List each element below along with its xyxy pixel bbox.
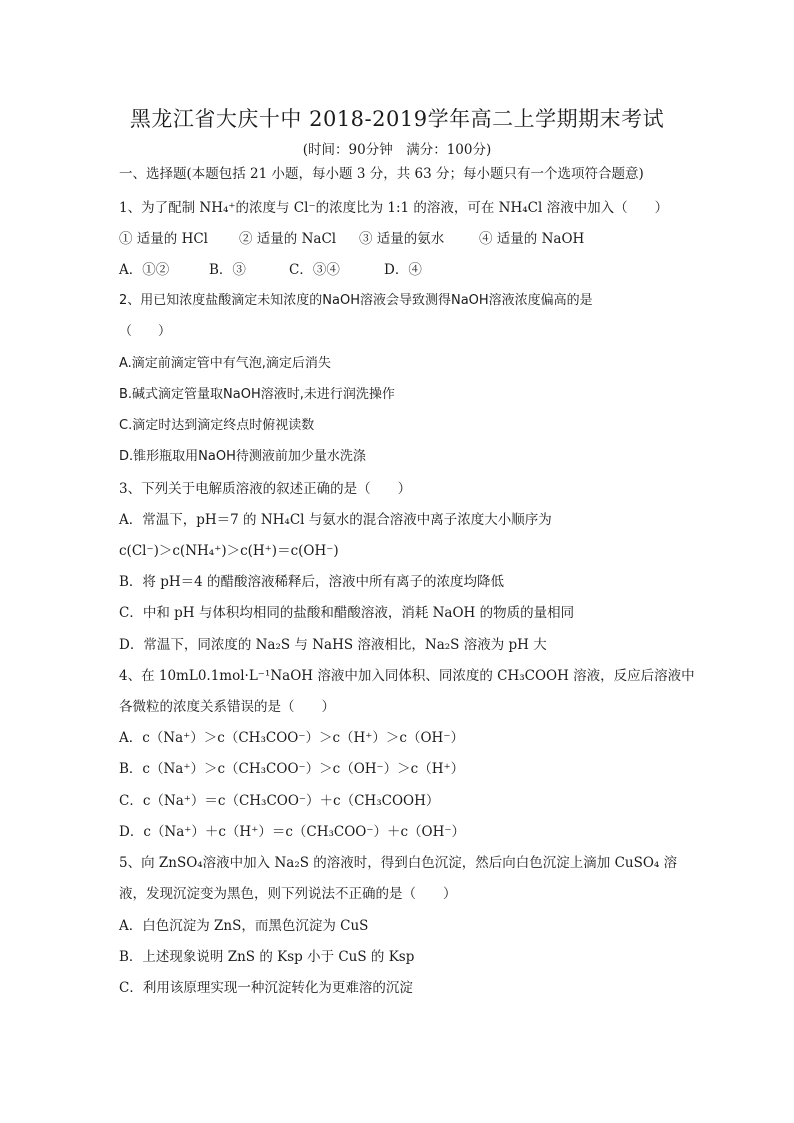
q2-option-a: A.滴定前滴定管中有气泡,滴定后消失 [119,356,331,371]
q1-choice-4: ④ 适量的 NaOH [479,231,585,247]
section-heading: 一、选择题(本题包括 21 小题，每小题 3 分，共 63 分；每小题只有一个选项符合题意) [119,166,644,182]
q3-option-b: B．将 pH＝4 的醋酸溶液稀释后，溶液中所有离子的浓度均降低 [119,574,505,590]
q2-stem: 2、用已知浓度盐酸滴定未知浓度的NaOH溶液会导致测得NaOH溶液浓度偏高的是 [119,293,593,308]
exam-title: 黑龙江省大庆十中 2018-2019学年高二上学期期末考试 [129,107,665,131]
exam-subtitle: (时间：90分钟 满分：100分) [302,142,492,158]
q2-option-d: D.锥形瓶取用NaOH待测液前加少量水洗涤 [119,449,366,464]
q1-stem: 1、为了配制 NH₄⁺的浓度与 Cl⁻的浓度比为 1:1 的溶液，可在 NH₄Cl 溶液中加入（ ） [119,200,669,216]
q1-option-b: B．③ [209,262,246,278]
q3-option-a-cont: c(Cl⁻)＞c(NH₄⁺)＞c(H⁺)＝c(OH⁻) [119,543,339,559]
q3-option-a: A．常温下，pH＝7 的 NH₄Cl 与氨水的混合溶液中离子浓度大小顺序为 [119,512,552,528]
q3-option-d: D．常温下，同浓度的 Na₂S 与 NaHS 溶液相比，Na₂S 溶液为 pH 大 [119,637,547,653]
q5-stem: 5、向 ZnSO₄溶液中加入 Na₂S 的溶液时，得到白色沉淀，然后向白色沉淀上滴加 CuSO₄ 溶 [119,855,678,871]
q4-option-d: D．c（Na⁺）＋c（H⁺）＝c（CH₃COO⁻）＋c（OH⁻） [119,824,466,840]
q5-option-b: B．上述现象说明 ZnS 的 Ksp 小于 CuS 的 Ksp [119,949,415,965]
q5-option-c: C．利用该原理实现一种沉淀转化为更难溶的沉淀 [119,980,413,996]
q3-option-c: C．中和 pH 与体积均相同的盐酸和醋酸溶液，消耗 NaOH 的物质的量相同 [119,605,575,621]
q5-stem-cont: 液，发现沉淀变为黑色，则下列说法不正确的是（ ） [119,886,457,902]
q4-option-a: A．c（Na⁺）＞c（CH₃COO⁻）＞c（H⁺）＞c（OH⁻） [119,730,464,746]
q1-option-c: C．③④ [289,262,340,278]
q4-stem-cont: 各微粒的浓度关系错误的是（ ） [119,699,335,715]
q1-choice-3: ③ 适量的氨水 [359,231,445,247]
q2-option-c: C.滴定时达到滴定终点时俯视读数 [119,418,315,433]
q1-option-a: A．①② [119,262,170,278]
q2-stem-cont: （ ） [119,324,172,339]
q5-option-a: A．白色沉淀为 ZnS，而黑色沉淀为 CuS [119,918,369,934]
q2-option-b: B.碱式滴定管量取NaOH溶液时,未进行润洗操作 [119,387,395,402]
q1-choice-1: ① 适量的 HCl [119,231,209,247]
q4-option-c: C．c（Na⁺）＝c（CH₃COO⁻）＋c（CH₃COOH） [119,793,440,809]
q4-stem: 4、在 10mL0.1mol·L⁻¹NaOH 溶液中加入同体积、同浓度的 CH₃COOH 溶液，反应后溶液中 [119,668,695,684]
q1-choices [119,230,584,248]
q1-option-d: D．④ [384,262,422,278]
q3-stem: 3、下列关于电解质溶液的叙述正确的是（ ） [119,481,412,497]
q1-options [119,261,422,279]
q1-choice-2: ② 适量的 NaCl [239,231,337,247]
q4-option-b: B．c（Na⁺）＞c（CH₃COO⁻）＞c（OH⁻）＞c（H⁺） [119,761,465,777]
